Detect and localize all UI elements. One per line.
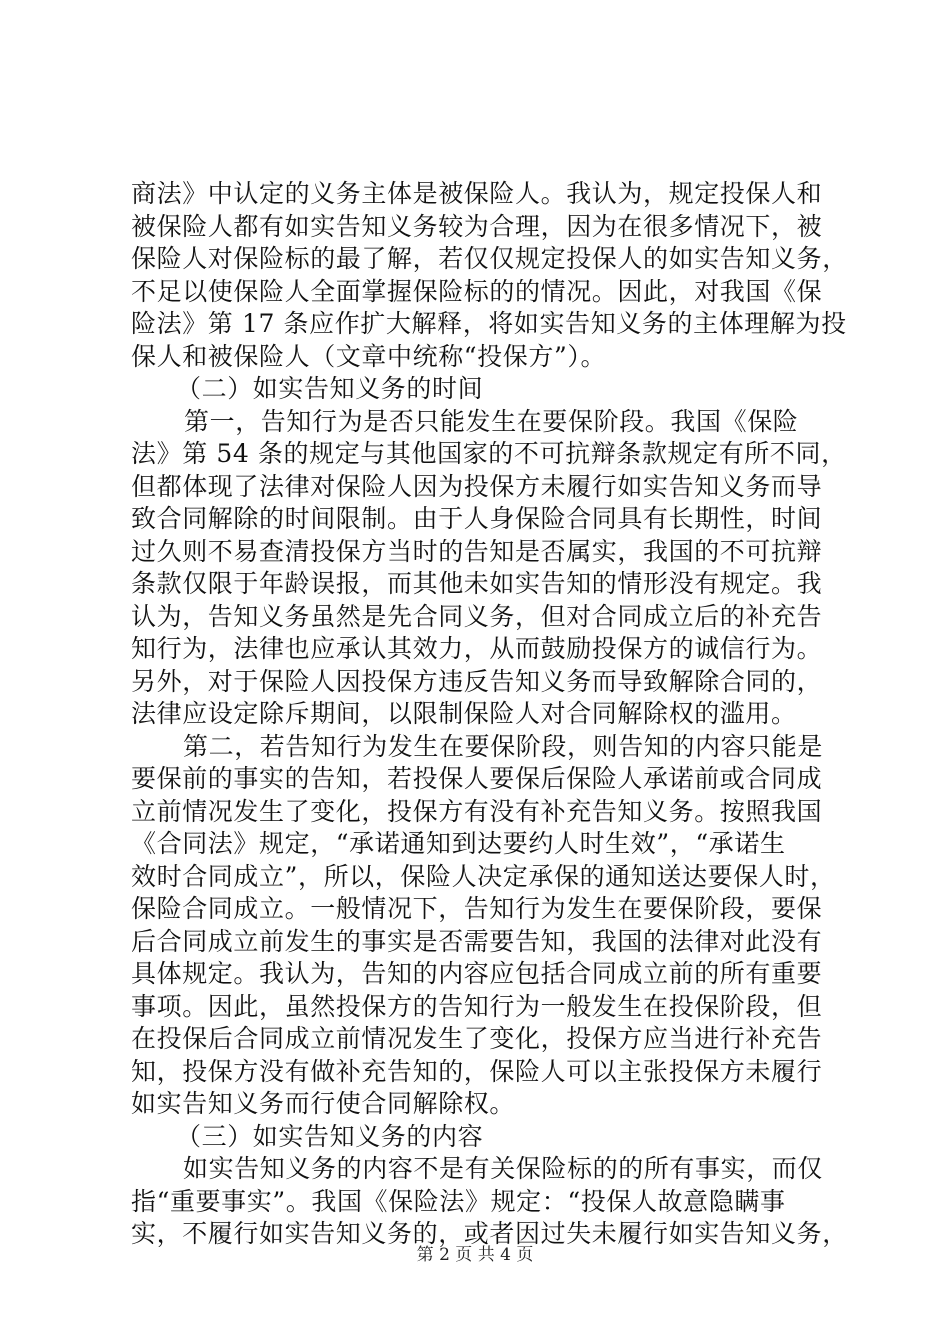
text-line: 立前情况发生了变化，投保方有没有补充告知义务。按照我国 <box>131 797 823 826</box>
text-line: 如实告知义务的内容不是有关保险标的的所有事实，而仅 <box>183 1154 824 1183</box>
text-line: 不足以使保险人全面掌握保险标的的情况。因此，对我国《保 <box>131 277 823 306</box>
page-footer <box>0 1244 950 1266</box>
text-line: 致合同解除的时间限制。由于人身保险合同具有长期性，时间 <box>131 504 823 533</box>
text-line: 过久则不易查清投保方当时的告知是否属实，我国的不可抗辩 <box>131 537 823 566</box>
text-line: 第一，告知行为是否只能发生在要保阶段。我国《保险 <box>184 407 799 436</box>
text-line: 指“重要事实”。我国《保险法》规定：“投保人故意隐瞒事 <box>131 1187 786 1216</box>
text-line: 条款仅限于年龄误报，而其他未如实告知的情形没有规定。我 <box>131 569 823 598</box>
text-line: 认为，告知义务虽然是先合同义务，但对合同成立后的补充告 <box>131 602 823 631</box>
text-line: 法律应设定除斥期间，以限制保险人对合同解除权的滥用。 <box>131 699 797 728</box>
text-line: 《合同法》规定，“承诺通知到达要约人时生效”，“承诺生 <box>131 829 786 858</box>
text-line: 被保险人都有如实告知义务较为合理，因为在很多情况下，被 <box>131 212 823 241</box>
text-line: 在投保后合同成立前情况发生了变化，投保方应当进行补充告 <box>131 1024 823 1053</box>
text-line: 知，投保方没有做补充告知的，保险人可以主张投保方未履行 <box>131 1057 823 1086</box>
text-line: 保险人对保险标的最了解，若仅仅规定投保人的如实告知义务， <box>131 244 848 273</box>
section-heading: （三）如实告知义务的内容 <box>176 1122 484 1151</box>
text-line: 效时合同成立”，所以，保险人决定承保的通知送达要保人时， <box>131 862 836 891</box>
text-line: 商法》中认定的义务主体是被保险人。我认为，规定投保人和 <box>131 179 823 208</box>
text-line: 如实告知义务而行使合同解除权。 <box>131 1089 516 1118</box>
text-line: 法》第 54 条的规定与其他国家的不可抗辩条款规定有所不同， <box>131 439 847 468</box>
text-line: 另外，对于保险人因投保方违反告知义务而导致解除合同的， <box>131 667 823 696</box>
text-line: 后合同成立前发生的事实是否需要告知，我国的法律对此没有 <box>131 927 823 956</box>
text-line: 具体规定。我认为，告知的内容应包括合同成立前的所有重要 <box>131 959 823 988</box>
text-line: 保人和被保险人（文章中统称“投保方”）。 <box>131 342 607 371</box>
text-line: 险法》第 17 条应作扩大解释，将如实告知义务的主体理解为投 <box>131 309 847 338</box>
section-heading: （二）如实告知义务的时间 <box>176 374 484 403</box>
text-line: 第二，若告知行为发生在要保阶段，则告知的内容只能是 <box>183 732 824 761</box>
text-line: 知行为，法律也应承认其效力，从而鼓励投保方的诚信行为。 <box>131 634 823 663</box>
text-line: 事项。因此，虽然投保方的告知行为一般发生在投保阶段，但 <box>131 992 823 1021</box>
page-number-label: 第 2 页 共 4 页 <box>416 1245 534 1265</box>
text-line: 但都体现了法律对保险人因为投保方未履行如实告知义务而导 <box>131 472 823 501</box>
text-line: 要保前的事实的告知，若投保人要保后保险人承诺前或合同成 <box>131 764 823 793</box>
text-line: 实，不履行如实告知义务的，或者因过失未履行如实告知义务， <box>131 1219 848 1248</box>
text-line: 保险合同成立。一般情况下，告知行为发生在要保阶段，要保 <box>131 894 823 923</box>
